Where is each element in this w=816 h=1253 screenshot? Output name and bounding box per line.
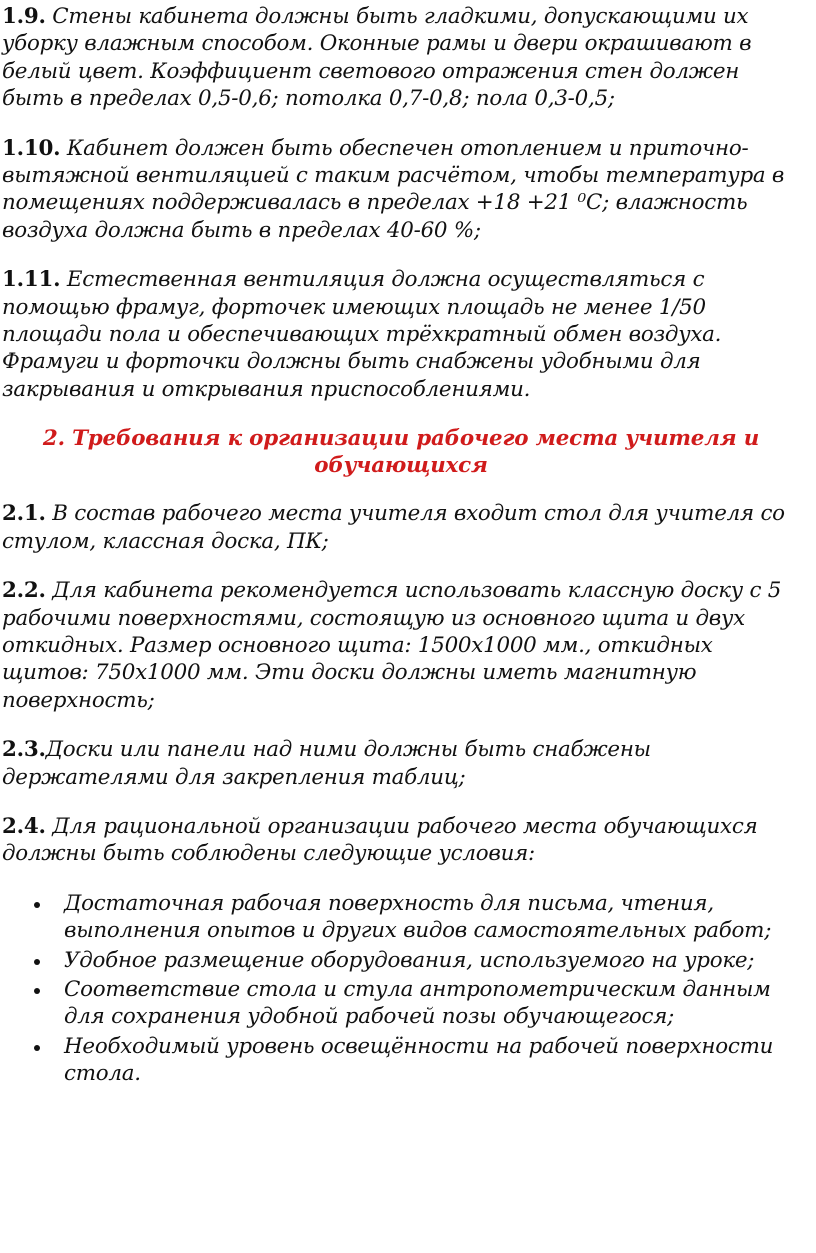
paragraph-number: 1.10. (2, 135, 61, 161)
bullet-icon (34, 1045, 40, 1051)
list-item-text: Достаточная рабочая поверхность для письма, чтения, выполнения опытов и других видов самостоятельных работ; (64, 890, 772, 944)
paragraph-number: 1.11. (2, 267, 61, 293)
paragraph-2-3 (2, 736, 798, 791)
conditions-list (2, 890, 798, 1088)
list-item-text: Удобное размещение оборудования, используемого на уроке; (64, 947, 755, 973)
paragraph-number: 2.2. (2, 578, 46, 604)
list-item (64, 947, 798, 974)
paragraph-text: Для кабинета рекомендуется использовать классную доску с 5 рабочими поверхностями, состоящую из основного щита и двух откидных. Размер основного щита: 1500х1000 мм., откидных щитов: 750х1000 мм. Эти доски должны иметь магнитную поверхность; (2, 578, 782, 713)
paragraph-text: Кабинет должен быть обеспечен отоплением и приточно-вытяжной вентиляцией с таким расчётом, чтобы температура в помещениях поддерживалась в пределах +18 +21 ⁰С; влажность воздуха должна быть в пределах 40-60 %; (2, 135, 785, 243)
paragraph-2-4 (2, 813, 798, 868)
bullet-icon (34, 902, 40, 908)
list-item-text: Необходимый уровень освещённости на рабочей поверхности стола. (64, 1033, 774, 1087)
paragraph-text: Доски или панели над ними должны быть снабжены держателями для закрепления таблиц; (2, 737, 651, 790)
paragraph-1-9 (2, 3, 798, 113)
list-item (64, 1033, 798, 1088)
list-item-text: Соответствие стола и стула антропометрическим данным для сохранения удобной рабочей позы обучающегося; (64, 976, 771, 1030)
paragraph-1-10 (2, 135, 798, 245)
paragraph-text: Естественная вентиляция должна осуществляться с помощью фрамуг, форточек имеющих площадь не менее 1/50 площади пола и обеспечивающих трёхкратный обмен воздуха. Фрамуги и форточки должны быть снабжены удобными для закрывания и открывания приспособлениями. (2, 267, 722, 402)
paragraph-number: 2.1. (2, 501, 46, 527)
paragraph-text: Для рациональной организации рабочего места обучающихся должны быть соблюдены следующие условия: (2, 813, 758, 867)
list-item (64, 976, 798, 1031)
paragraph-2-1 (2, 500, 798, 555)
bullet-icon (34, 988, 40, 994)
section-heading: 2. Требования к организации рабочего места учителя и обучающихся (42, 426, 760, 479)
paragraph-2-2 (2, 577, 798, 714)
list-item (64, 890, 798, 945)
bullet-icon (34, 959, 40, 965)
paragraph-number: 2.4. (2, 813, 46, 839)
paragraph-number: 1.9. (2, 4, 46, 29)
paragraph-text: Стены кабинета должны быть гладкими, допускающими их уборку влажным способом. Оконные рамы и двери окрашивают в белый цвет. Коэффициент светового отражения стен должен быть в пределах 0,5-0,6; потолка 0,7-0,8; пола 0,3-0,5; (2, 4, 752, 112)
paragraph-number: 2.3. (2, 737, 46, 763)
paragraph-1-11 (2, 266, 798, 403)
paragraph-text: В состав рабочего места учителя входит стол для учителя со стулом, классная доска, ПК; (2, 501, 785, 554)
